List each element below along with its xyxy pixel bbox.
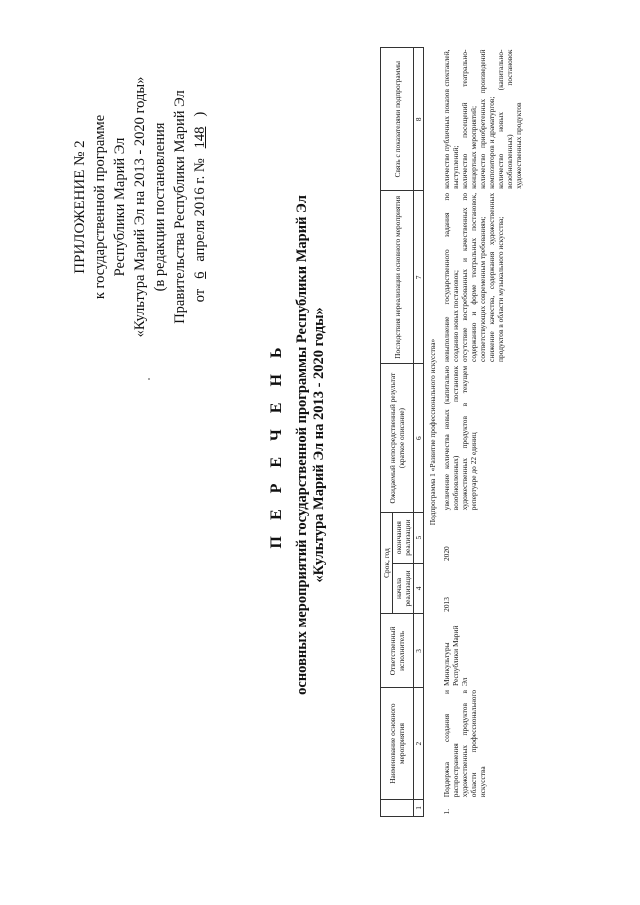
header-expected-result: Ожидаемый непосредственный результат (краткое описание) <box>381 364 414 512</box>
scan-speck <box>148 378 150 380</box>
header-indicators: Связь с показателями подпрограммы <box>381 48 414 191</box>
document-heading: П Е Р Е Ч Е Н Ь <box>268 341 285 549</box>
appendix-header <box>70 47 210 367</box>
date-suffix: ) <box>192 111 208 117</box>
column-index: 7 <box>414 191 424 364</box>
indicator-item: количество публичных показов спектаклей, выступлений; <box>442 49 460 189</box>
header-end: окончания реализации <box>393 512 414 563</box>
row-end-year: 2020 <box>442 546 451 562</box>
date-day: 6 <box>192 271 208 279</box>
consequence-item: снижение качества, содержания художественных продуктов в области музыкального искусства; <box>487 192 505 362</box>
indicator-item: количество посещений театрально-концертных мероприятий; <box>460 49 478 189</box>
row-start-year: 2013 <box>442 597 451 612</box>
subprogram-title: Подпрограмма 1 «Развитие профессионального искусства» <box>428 338 437 526</box>
column-index: 2 <box>414 688 424 799</box>
header-start: начала реализации <box>393 563 414 614</box>
column-index: 4 <box>414 563 424 614</box>
appendix-line-4: «Культура Марий Эл на 2013 - 2020 годы» <box>132 76 148 338</box>
column-index: 5 <box>414 512 424 563</box>
appendix-title: ПРИЛОЖЕНИЕ № 2 <box>72 140 88 274</box>
appendix-line-3: Республики Марий Эл <box>112 137 128 277</box>
appendix-date-line <box>190 47 210 367</box>
document-title-line-1: основных мероприятий государственной программы Республики Марий Эл <box>294 195 310 695</box>
header-term: Срок, год <box>381 512 393 614</box>
appendix-line-5: (в редакции постановления <box>152 122 168 292</box>
row-indicators <box>441 48 524 191</box>
subprogram-row <box>424 48 442 817</box>
date-month-year: апреля 2016 г. № <box>192 158 208 262</box>
indicator-item: количество приобретенных произведений композиторов и драматургов; <box>478 49 496 189</box>
column-index: 8 <box>414 48 424 191</box>
date-number: 148 <box>192 126 208 149</box>
measures-table <box>380 47 524 817</box>
document-title-block <box>268 105 328 785</box>
document-title-line-2: «Культура Марий Эл на 2013 - 2020 годы» <box>311 307 327 583</box>
row-expected-result: увеличение количества новых (капитально возобновленных) постановок художественных продуктов в текущем репертуаре до 22 единиц <box>442 365 478 511</box>
indicator-item: количество новых (капитально-возобновленных) постановок художественных продуктов <box>496 49 523 189</box>
row-consequences <box>441 191 524 364</box>
row-executor: Минкультуры Республики Марий Эл <box>442 625 469 686</box>
row-measure-name: Поддержка создания и распространения художественных продуктов в области профессионального искусства <box>442 689 487 798</box>
table-header-row <box>381 48 393 817</box>
appendix-line-2: к государственной программе <box>92 114 108 300</box>
column-index: 6 <box>414 364 424 512</box>
header-consequences: Последствия нереализации основного мероприятия <box>381 191 414 364</box>
column-index: 3 <box>414 614 424 688</box>
row-number: 1. <box>442 808 451 815</box>
consequence-item: отсутствие востребованных и качественных по содержанию и форме театральных постановок, соответствующих современным требованиям; <box>460 192 487 362</box>
column-index: 1 <box>414 799 424 816</box>
date-prefix: от <box>192 288 208 303</box>
header-executor: Ответственный исполнитель <box>381 614 414 688</box>
header-measure-name: Наименование основного мероприятия <box>381 688 414 799</box>
consequence-item: невыполнение государственного задания по созданию новых постановок; <box>442 192 460 362</box>
appendix-line-6: Правительства Республики Марий Эл <box>172 90 188 324</box>
column-index-row <box>414 48 424 817</box>
header-col-number <box>381 799 414 816</box>
table-row <box>441 48 524 817</box>
